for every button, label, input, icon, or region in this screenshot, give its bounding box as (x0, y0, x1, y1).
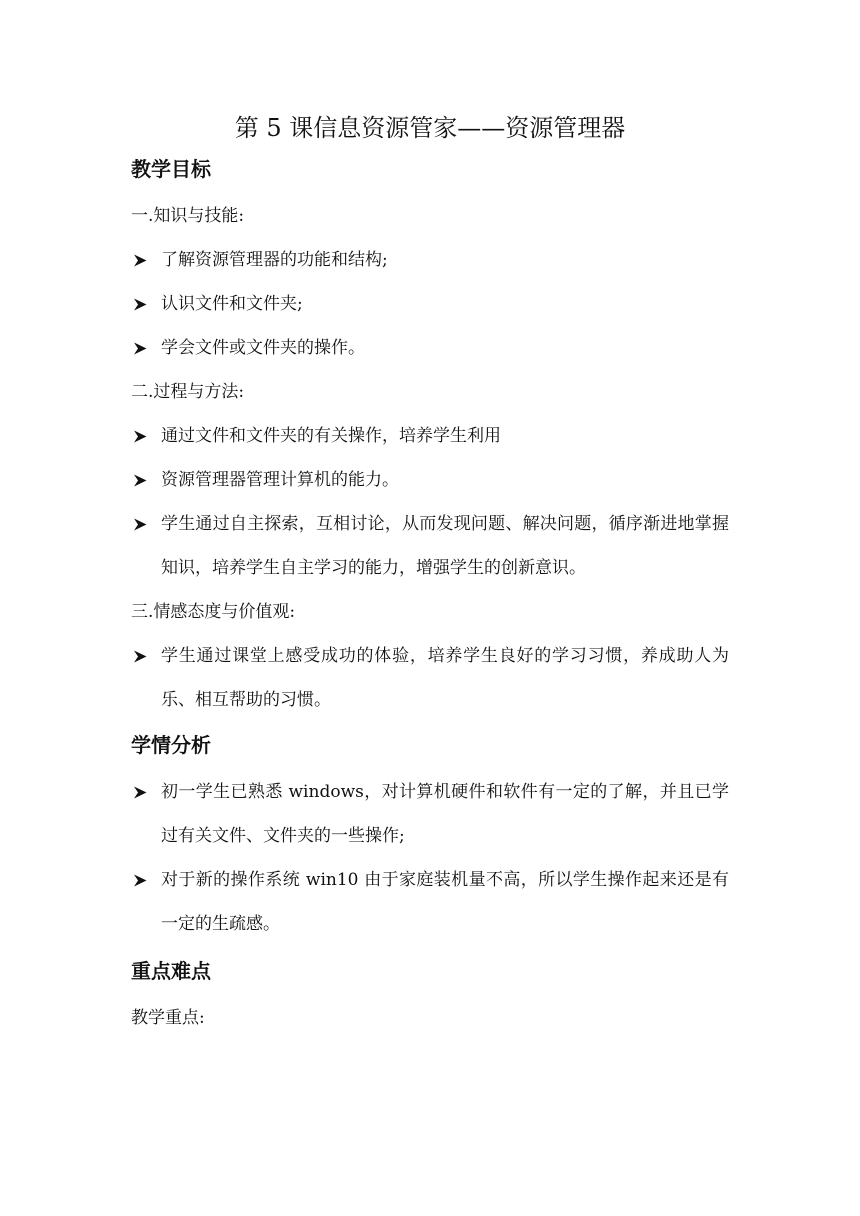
subsection-label-process: 二.过程与方法: (131, 382, 245, 402)
document-page (131, 108, 729, 1040)
arrowhead-bullet-icon (131, 458, 151, 502)
list-item-text: 通过文件和文件夹的有关操作，培养学生利用 (161, 426, 501, 446)
subsection-label-knowledge: 一.知识与技能: (131, 206, 245, 226)
arrowhead-bullet-icon (131, 502, 151, 546)
arrowhead-bullet-icon (131, 414, 151, 458)
section-heading-objectives: 教学目标 (131, 157, 211, 181)
list-item-text: 了解资源管理器的功能和结构; (161, 250, 388, 270)
list-item (131, 238, 729, 282)
subsection-label-key-focus: 教学重点: (131, 1008, 205, 1028)
list-item-text: 学生通过自主探索，互相讨论，从而发现问题、解决问题，循序渐进地掌握知识，培养学生自主学习的能力，增强学生的创新意识。 (161, 514, 729, 578)
list-item (131, 770, 729, 858)
list-item (131, 326, 729, 370)
list-item-text: 学生通过课堂上感受成功的体验，培养学生良好的学习习惯，养成助人为乐、相互帮助的习惯。 (161, 646, 729, 710)
subsection-label-attitude: 三.情感态度与价值观: (131, 602, 296, 622)
list-item (131, 502, 729, 590)
section-heading-analysis: 学情分析 (131, 733, 211, 757)
list-item-text: 认识文件和文件夹; (161, 294, 303, 314)
arrowhead-bullet-icon (131, 326, 151, 370)
list-item-text: 资源管理器管理计算机的能力。 (161, 470, 399, 490)
arrowhead-bullet-icon (131, 634, 151, 678)
list-item (131, 458, 729, 502)
arrowhead-bullet-icon (131, 238, 151, 282)
list-item (131, 414, 729, 458)
section-heading-key-points: 重点难点 (131, 959, 211, 983)
arrowhead-bullet-icon (131, 770, 151, 814)
list-item-text: 初一学生已熟悉 windows，对计算机硬件和软件有一定的了解，并且已学过有关文件、文件夹的一些操作; (161, 782, 729, 846)
arrowhead-bullet-icon (131, 858, 151, 902)
document-title: 第 5 课信息资源管家——资源管理器 (234, 114, 626, 142)
list-item (131, 858, 729, 946)
list-item-text: 对于新的操作系统 win10 由于家庭装机量不高，所以学生操作起来还是有一定的生疏感。 (161, 870, 729, 934)
arrowhead-bullet-icon (131, 282, 151, 326)
list-item (131, 282, 729, 326)
list-item (131, 634, 729, 722)
list-item-text: 学会文件或文件夹的操作。 (161, 338, 365, 358)
